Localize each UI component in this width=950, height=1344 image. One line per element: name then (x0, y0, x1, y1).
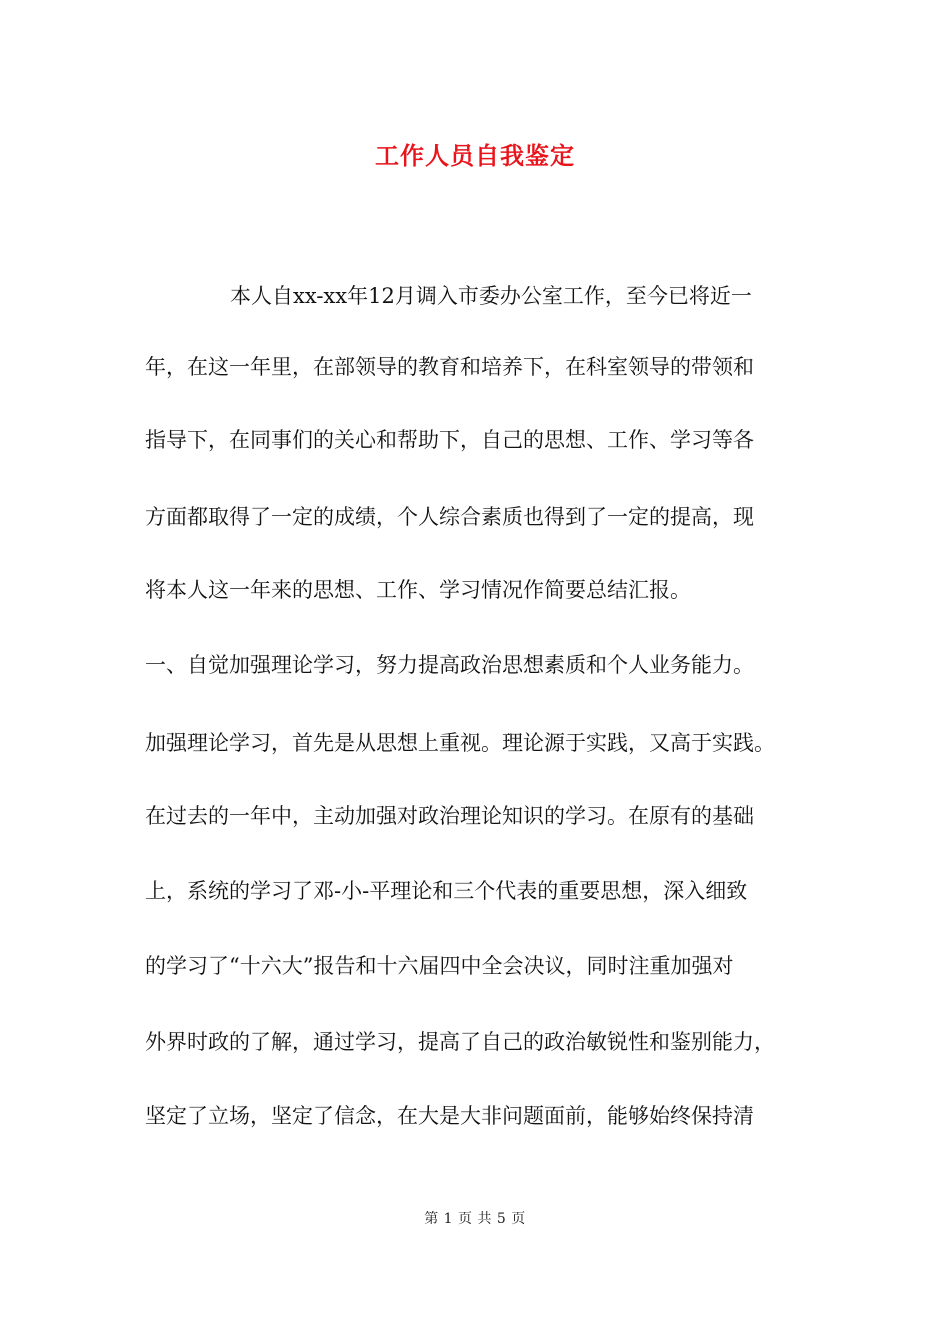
body-line-9: 上，系统的学习了邓-小-平理论和三个代表的重要思想，深入细致 (145, 879, 748, 903)
body-line-10: 的学习了“十六大”报告和十六届四中全会决议，同时注重加强对 (145, 954, 734, 978)
body-line-2: 年，在这一年里，在部领导的教育和培养下，在科室领导的带领和 (145, 355, 754, 379)
body-line-4: 方面都取得了一定的成绩，个人综合素质也得到了一定的提高，现 (145, 505, 754, 529)
body-line-1: 本人自xx-xx年12月调入市委办公室工作，至今已将近一 (230, 284, 752, 308)
page-number-footer: 第 1 页 共 5 页 (424, 1211, 526, 1227)
body-line-3: 指导下，在同事们的关心和帮助下，自己的思想、工作、学习等各 (145, 428, 754, 452)
body-line-8: 在过去的一年中，主动加强对政治理论知识的学习。在原有的基础 (145, 804, 754, 828)
body-line-5: 将本人这一年来的思想、工作、学习情况作简要总结汇报。 (145, 578, 691, 602)
body-line-12: 坚定了立场，坚定了信念，在大是大非问题面前，能够始终保持清 (145, 1104, 754, 1128)
section-heading-1: 一、自觉加强理论学习，努力提高政治思想素质和个人业务能力。 (145, 653, 754, 677)
body-line-7: 加强理论学习，首先是从思想上重视。理论源于实践，又高于实践。 (145, 731, 775, 755)
body-line-11: 外界时政的了解，通过学习，提高了自己的政治敏锐性和鉴别能力， (145, 1030, 775, 1054)
document-title: 工作人员自我鉴定 (375, 141, 575, 170)
